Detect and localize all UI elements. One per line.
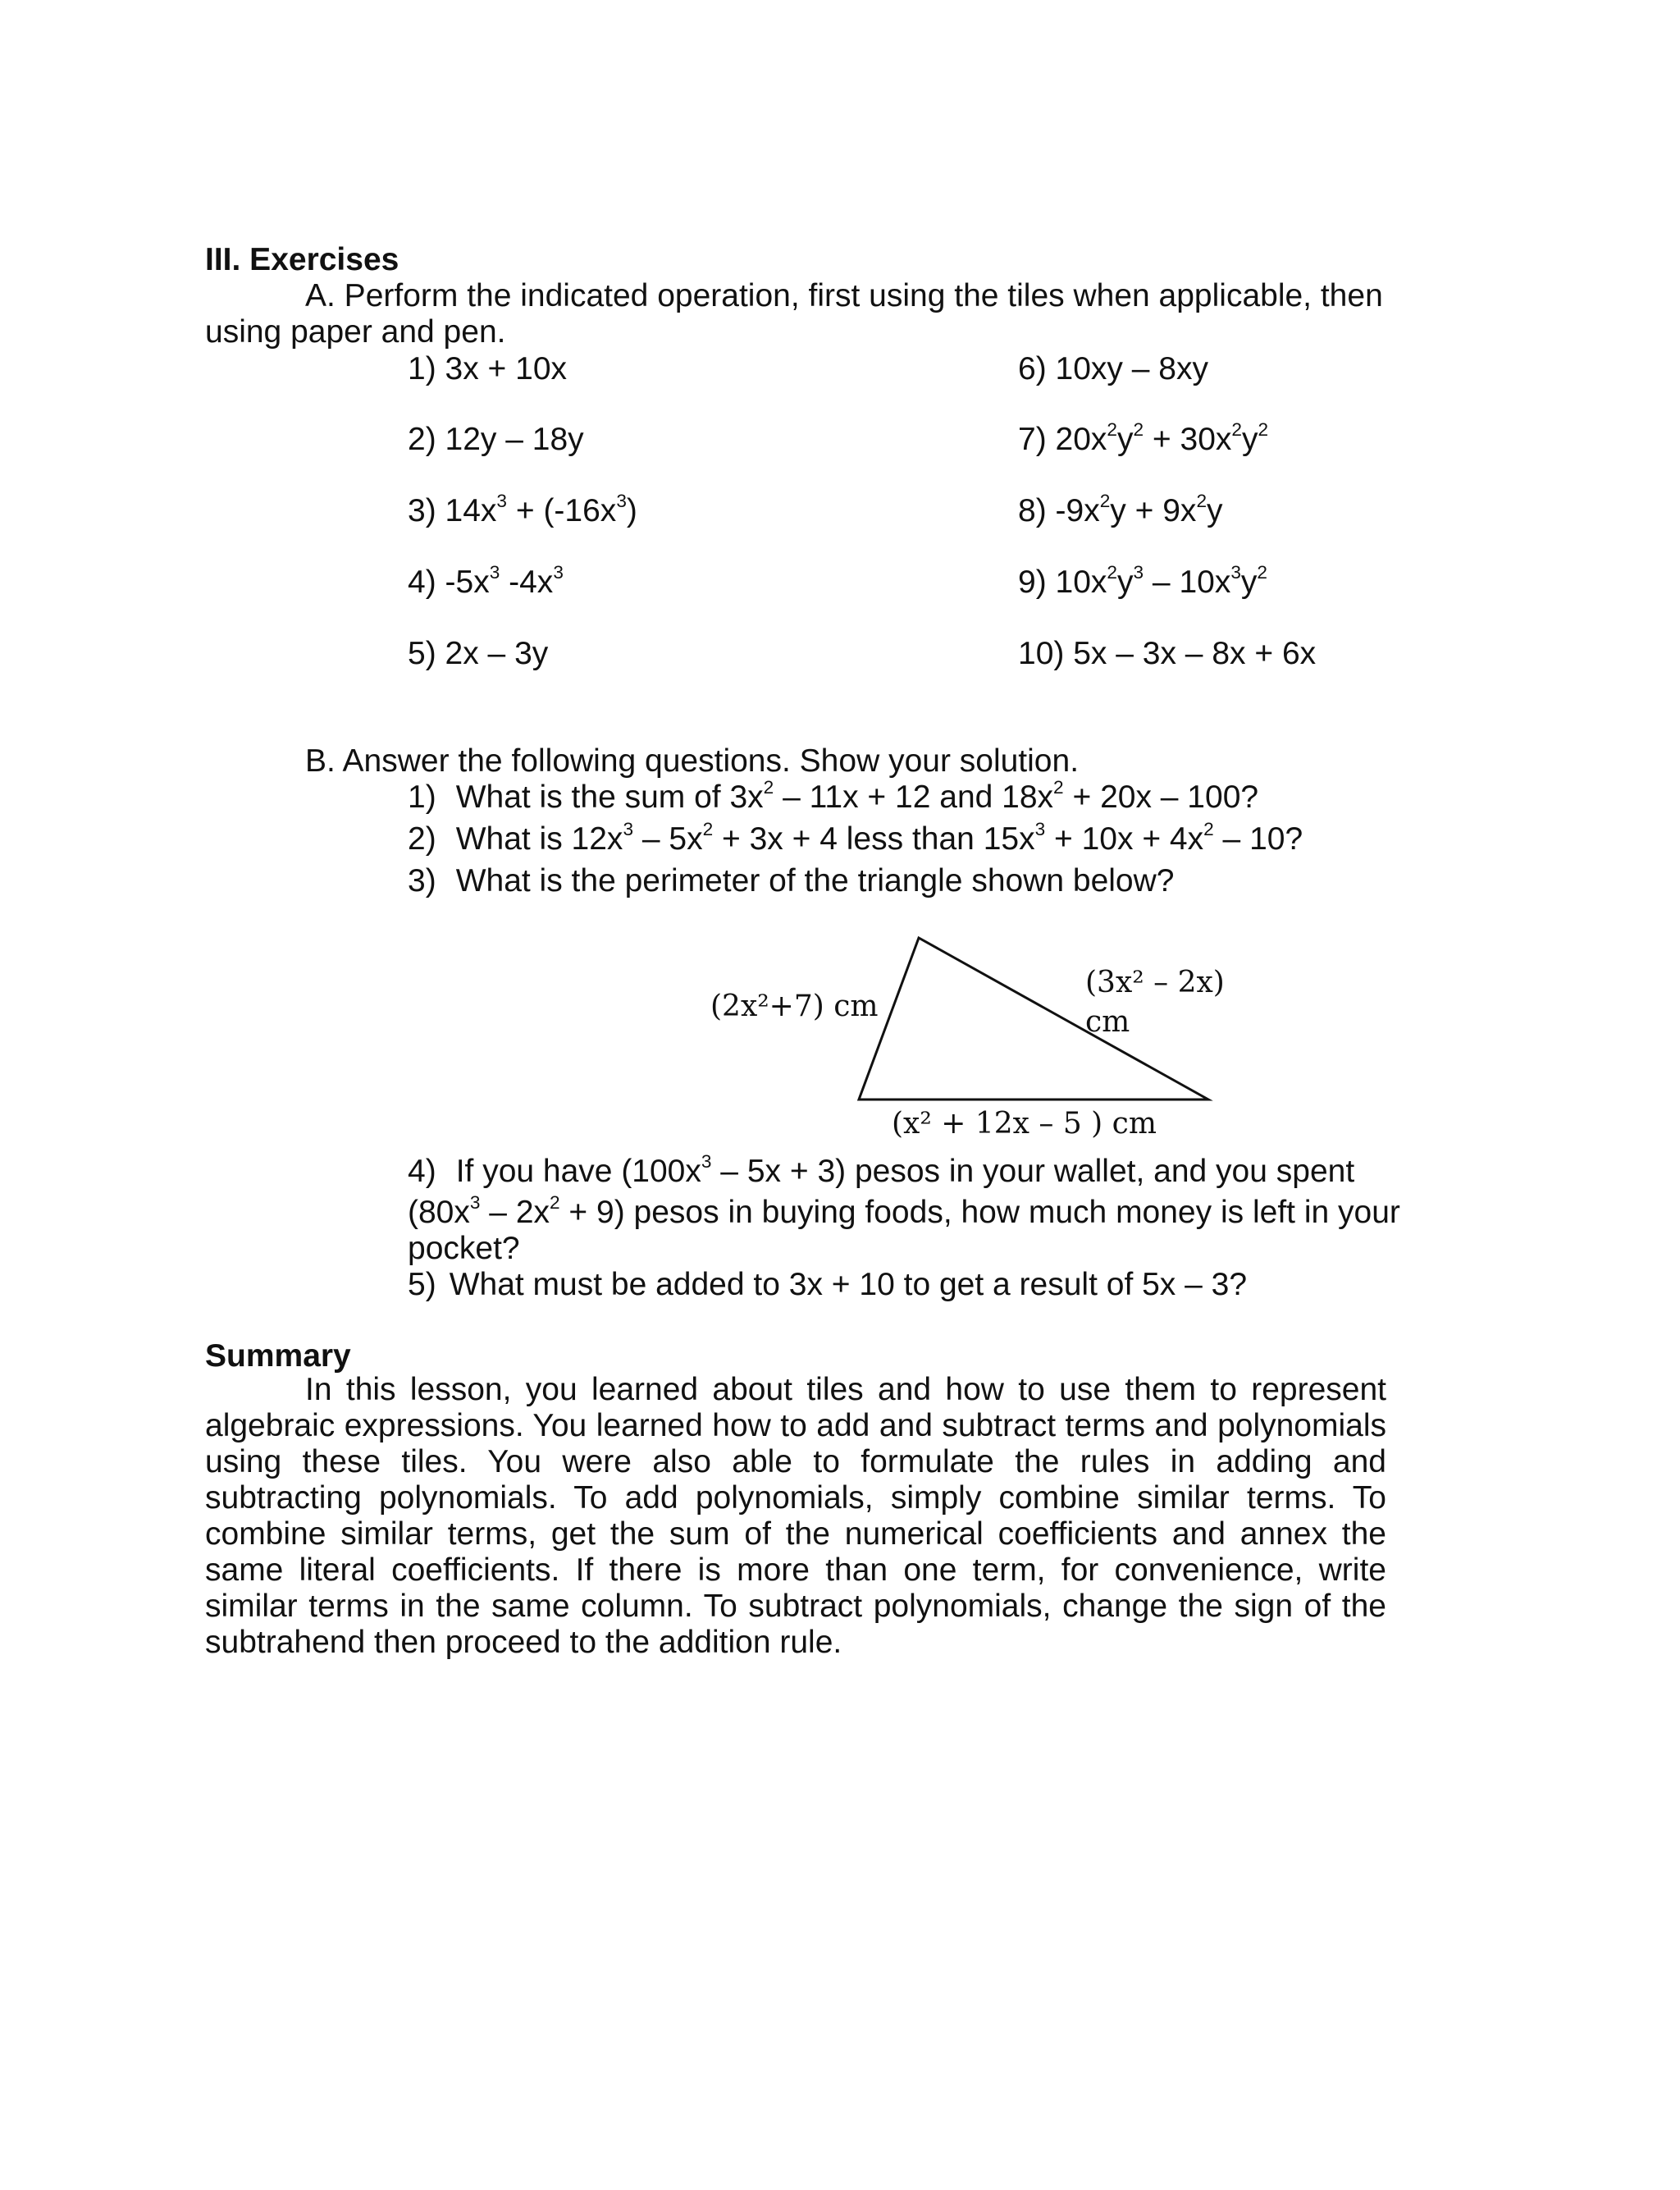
summary-title: Summary — [205, 1338, 351, 1374]
exercise-item: 1) 3x + 10x — [408, 351, 568, 386]
question-item: 1) What is the sum of $3x^2 - 11x + 12$ and $18x^2 + 20x - 100$? — [408, 777, 1259, 815]
part-b-instruction: B. Answer the following questions. Show your solution. — [305, 743, 1080, 779]
exercise-item: 5) 2x – 3y — [408, 636, 549, 671]
summary-paragraph: In this lesson, you learned about tiles and how to use them to represent algebraic expressions. You learned how to add and subtract terms and polynomials using these tiles. You were also able to formulate the rules in adding and subtracting polynomials. To add polynomials, simply combine similar terms. To combine similar terms, get the sum of the numerical coefficients and annex the same literal coefficients. If there is more than one term, for convenience, write similar terms in the same column. To subtract polynomials, change the sign of the subtrahend then proceed to the addition rule. — [205, 1372, 1386, 1660]
exercise-item: 7) $20x^2y^2 + 30x^2y^2$ — [1018, 419, 1269, 457]
exercise-item: 8) $-9x^2y + 9x^2y$ — [1018, 491, 1223, 528]
question-item: 3) What is the perimeter of the triangle shown below? — [408, 863, 1175, 898]
triangle-right-side-label-line1: (3x² – 2x) — [1085, 966, 1225, 999]
section-title: III. Exercises — [205, 242, 399, 277]
triangle-bottom-side-label: (x² + 12x – 5 ) cm — [892, 1107, 1157, 1141]
question-item-continued: $(80x^3 - 2x^2 + 9)$ pesos in buying foods, how much money is left in your — [408, 1192, 1400, 1230]
question-item: 5) What must be added to 3x + 10 to get a result of 5x – 3? — [408, 1267, 1248, 1302]
question-item: 4) If you have $(100x^3 - 5x + 3)$ pesos in your wallet, and you spent — [408, 1151, 1355, 1189]
question-item: 2) What is $12x^3 - 5x^2 + 3x + 4$ less than $15x^3 + 10x + 4x^2 - 10$? — [408, 819, 1303, 857]
question-item-continued: pocket? — [408, 1231, 520, 1266]
exercise-item: 6) 10xy – 8xy — [1018, 351, 1208, 386]
exercise-item: 9) $10x^2y^3 - 10x^3y^2$ — [1018, 562, 1267, 600]
exercise-item: 3) $14x^3 + (-16x^3)$ — [408, 491, 637, 528]
triangle-shape — [859, 938, 1208, 1100]
exercise-item: 2) 12y – 18y — [408, 422, 584, 457]
part-a-instruction-line1: A. Perform the indicated operation, first using the tiles when applicable, then — [305, 278, 1383, 313]
exercise-item: 4) $-5x^3$ $-4x^3$ — [408, 562, 564, 600]
exercise-item: 10) 5x – 3x – 8x + 6x — [1018, 636, 1317, 671]
triangle-left-side-label: (2x²+7) cm — [710, 990, 879, 1023]
part-a-instruction-line2: using paper and pen. — [205, 314, 506, 350]
triangle-right-side-label-line2: cm — [1085, 1005, 1130, 1039]
